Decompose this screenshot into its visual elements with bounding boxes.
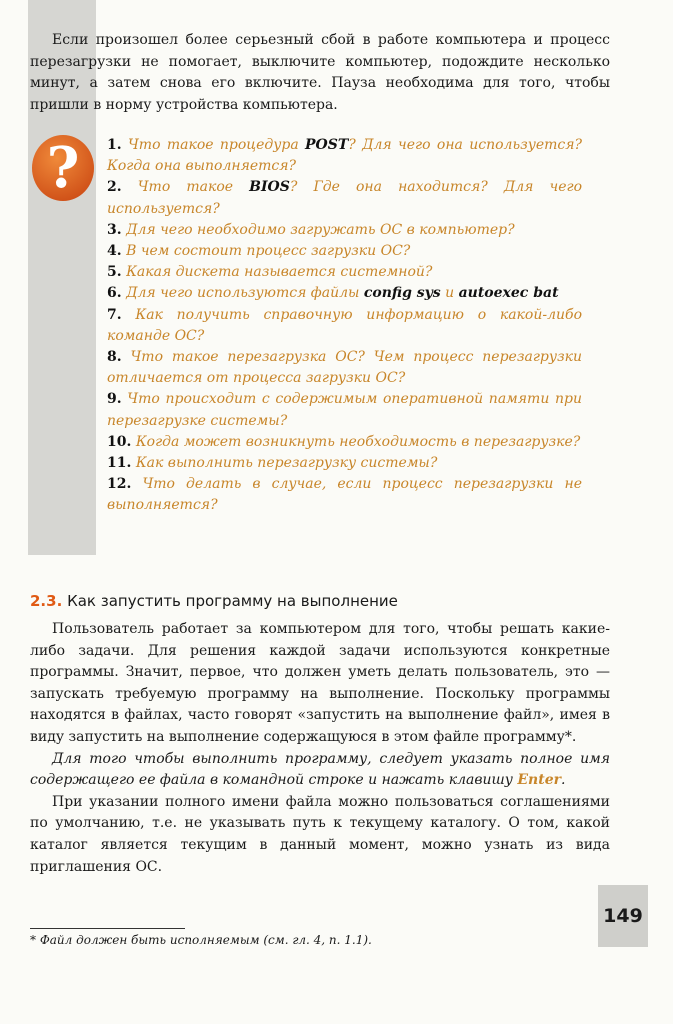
question-part: 5. [107,264,122,281]
section-number: 2.3. [30,592,63,610]
question-item [107,453,582,474]
question-item [107,305,582,347]
enter-key: Enter [517,772,561,789]
question-part: POST [305,137,349,153]
question-part: Как выполнить перезагрузку системы? [135,455,438,472]
question-part: Что происходит с содержимым оперативной памяти при перезагрузке системы? [107,391,583,429]
paragraph-2-text: Для того чтобы выполнить программу, следует указать полное имя содержащего ее файла в командной строке и нажать клавишу [30,750,610,789]
question-part: Как получить справочную информацию о какой-либо команде ОС? [107,306,582,344]
question-item [107,474,582,516]
question-part: 9. [107,391,122,408]
question-item [107,432,582,453]
question-part: 10. [107,433,132,450]
question-item [107,347,582,389]
question-part: 12. [107,476,132,493]
question-part: 2. [107,179,122,196]
paragraph-3 [30,792,610,878]
question-part: 8. [107,349,122,366]
question-item [107,135,582,177]
question-part: Что такое [137,179,250,196]
page-number: 149 [598,885,648,947]
paragraph-2: Для того чтобы выполнить программу, следует указать полное имя содержащего ее файла в командной строке и нажать клавишу Enter. [30,750,610,789]
question-item [107,283,582,304]
questions-list [107,135,582,517]
question-part: ? Для чего она используется? Когда она выполняется? [107,137,583,175]
question-part: 6. [107,285,122,302]
question-part: Какая дискета называется системной? [126,264,433,281]
section-heading [30,592,398,610]
question-item [107,241,582,262]
question-part: Для чего используются файлы [126,285,364,302]
question-part: autoexec bat [458,285,559,302]
paragraph-1-text: Пользователь работает за компьютером для того, чтобы решать какие-либо задачи. Для решения каждой задачи используются конкретные программы. Значит, первое, что должен уметь делать пользователь, это — запускать требуемую программу на выполнение. Поскольку программы находятся в файлах, часто говорят «запустить на выполнение файл», имея в виду запустить на выполнение содержащуюся в этом файле программу*. [30,621,610,745]
question-part: 1. [107,137,122,153]
question-icon: ? [32,135,94,201]
question-part: Для чего необходимо загружать ОС в компьютер? [126,221,515,238]
paragraph-1 [30,619,610,749]
question-item [107,389,582,431]
question-part: config sys [363,285,441,302]
question-part: 4. [107,243,122,260]
question-part: Что делать в случае, если процесс перезагрузки не выполняется? [107,476,583,514]
question-part: Что такое перезагрузка ОС? Чем процесс перезагрузки отличается от процесса загрузки ОС? [107,349,582,387]
question-item [107,177,582,219]
paragraph-3-text: При указании полного имени файла можно пользоваться соглашениями по умолчанию, т.е. не указывать путь к текущему каталогу. О том, какой каталог является текущим в данный момент, можно узнать из вида приглашения ОС. [30,793,610,875]
question-part: 11. [107,455,132,472]
intro-paragraph [30,30,610,116]
question-item [107,220,582,241]
question-part: В чем состоит процесс загрузки ОС? [126,243,411,260]
question-part: 3. [107,221,122,238]
question-part: Что такое процедура [127,137,306,153]
question-item [107,262,582,283]
question-part: и [440,285,459,302]
question-part: Когда может возникнуть необходимость в перезагрузке? [135,433,581,450]
section-body [30,619,610,878]
footnote-divider [30,928,185,929]
intro-text: Если произошел более серьезный сбой в работе компьютера и процесс перезагрузки не помогает, выключите компьютер, подождите несколько минут, а затем снова его включите. Пауза необходима для того, чтобы пришли в норму устройства компьютера. [30,32,610,113]
question-part: ? Где она находится? Для чего используется? [107,179,583,217]
question-part: BIOS [249,179,290,196]
question-part: 7. [107,306,122,323]
section-title: Как запустить программу на выполнение [67,592,398,610]
footnote: * Файл должен быть исполняемым (см. гл. 4, п. 1.1). [30,933,372,947]
